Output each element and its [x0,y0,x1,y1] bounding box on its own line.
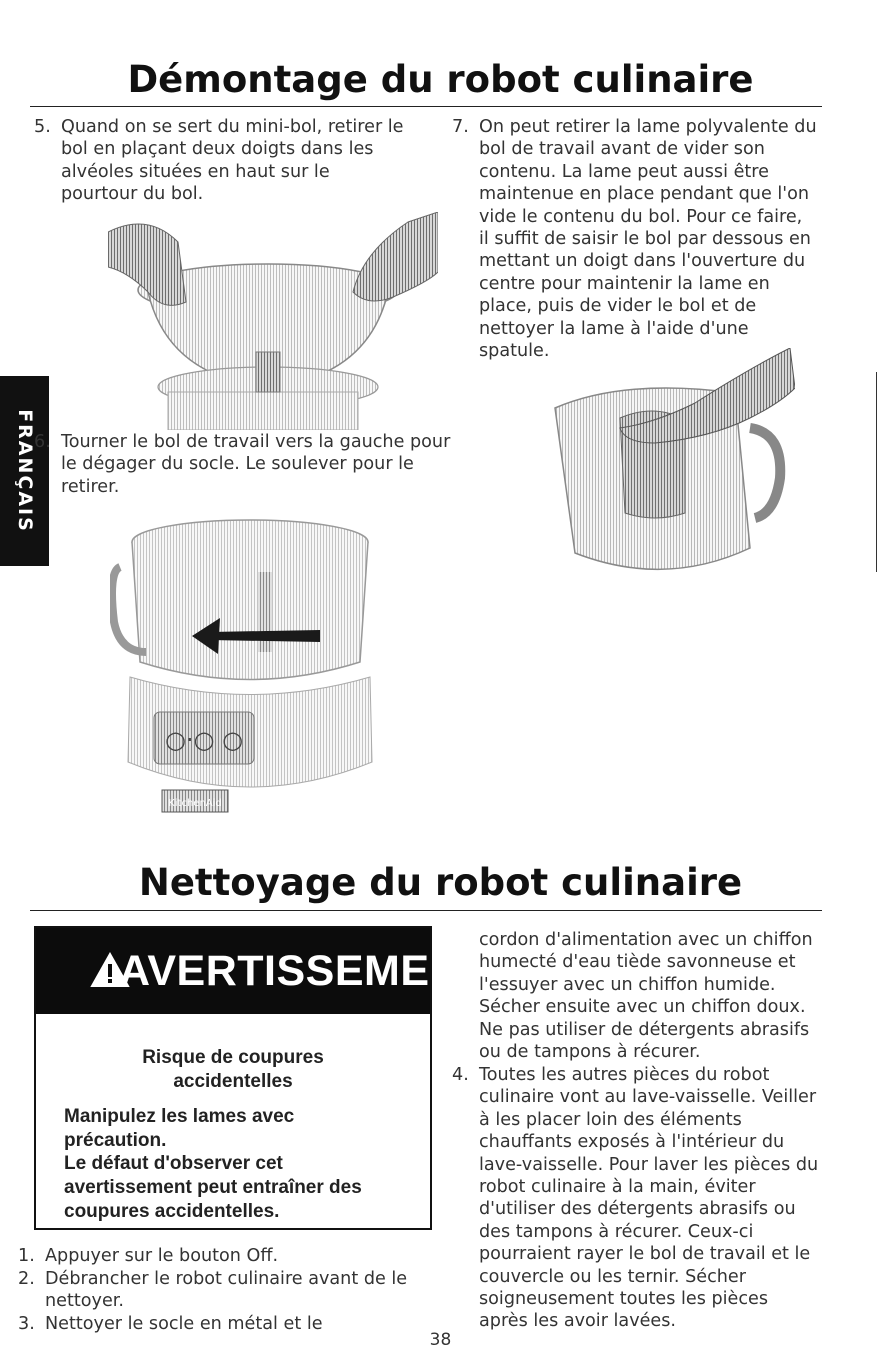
illustration-mini-bowl-removal [108,212,438,430]
step-text: Tourner le bol de travail vers la gauche pour le dégager du socle. Le soulever pour le retirer. [61,432,451,497]
step-text: Quand on se sert du mini-bol, retirer le bol en plaçant deux doigts dans les alvéoles situées en haut sur le pourtour du bol. [61,117,404,205]
step-number: 1. [18,1246,35,1266]
warning-instruction: Manipulez les lames avec précaution. [64,1106,295,1151]
illustration-bowl-empty-blade [535,348,795,588]
step-continuation: cordon d'alimentation avec un chiffon humecté d'eau tiède savonneuse et l'essuyer avec un chiffon humide. Sécher ensuite avec un chiffon doux. Ne pas utiliser de détergents abrasifs ou de tampons à récurer. [479,930,813,1063]
page-number: 38 [429,1330,452,1350]
warning-risk-line-2: accidentelles [173,1071,293,1092]
section-heading-cleaning: Nettoyage du robot culinaire [138,861,743,904]
step-text: Nettoyer le socle en métal et le [45,1314,323,1334]
heading-rule-top [30,106,822,107]
section-heading-disassembly: Démontage du robot culinaire [127,58,754,101]
step-item [452,1064,824,1334]
step-number: 5. [34,117,51,137]
step-item [452,116,822,366]
step-item [34,431,454,501]
step-item [18,1245,438,1269]
step-number: 3. [18,1314,35,1334]
step-text: Appuyer sur le bouton Off. [45,1246,279,1266]
warning-risk-line-1: Risque de coupures [142,1047,324,1068]
warning-consequence: Le défaut d'observer cet avertissement peut entraîner des coupures accidentelles. [64,1153,362,1222]
step-item [18,1268,438,1314]
step-number: 2. [18,1269,35,1289]
right-margin-line [876,372,877,572]
control-buttons-label: ○·○ ○ [164,726,244,754]
brand-plate-label: KitchenAid [168,798,222,809]
warning-title: AVERTISSEMENT [119,947,488,995]
step-number: 4. [452,1065,469,1085]
step-item [34,116,414,211]
step-text: Toutes les autres pièces du robot culinaire vont au lave-vaisselle. Veiller à les placer loin des éléments chauffants exposés à l'intérieur du lave-vaisselle. Pour laver les pièces du robot culinaire à la main, éviter d'utiliser des détergents abrasifs ou des tampons à récurer. Ceux-ci pourraient rayer le bol de travail et le couvercle ou les ternir. Sécher soigneusement toutes les pièces après les avoir lavées. [479,1065,819,1332]
step-number: 7. [452,117,469,137]
illustration-bowl-turn-base [110,512,380,830]
step-number: 6. [34,432,51,452]
heading-rule-bottom [30,910,822,911]
step-text: Débrancher le robot culinaire avant de le nettoyer. [45,1269,408,1312]
warning-box [34,926,488,1230]
language-tab-label: FRANÇAIS [13,409,36,533]
step-text: On peut retirer la lame polyvalente du bol de travail avant de vider son contenu. La lame peut aussi être maintenue en place pendant que l'on vide le contenu du bol. Pour ce faire, il suffit de saisir le bol par dessous en mettant un doigt dans l'ouverture du centre pour maintenir la lame en place, puis de vider le bol et de nettoyer la lame à l'aide d'une spatule. [479,117,817,362]
warning-header [36,928,488,1014]
